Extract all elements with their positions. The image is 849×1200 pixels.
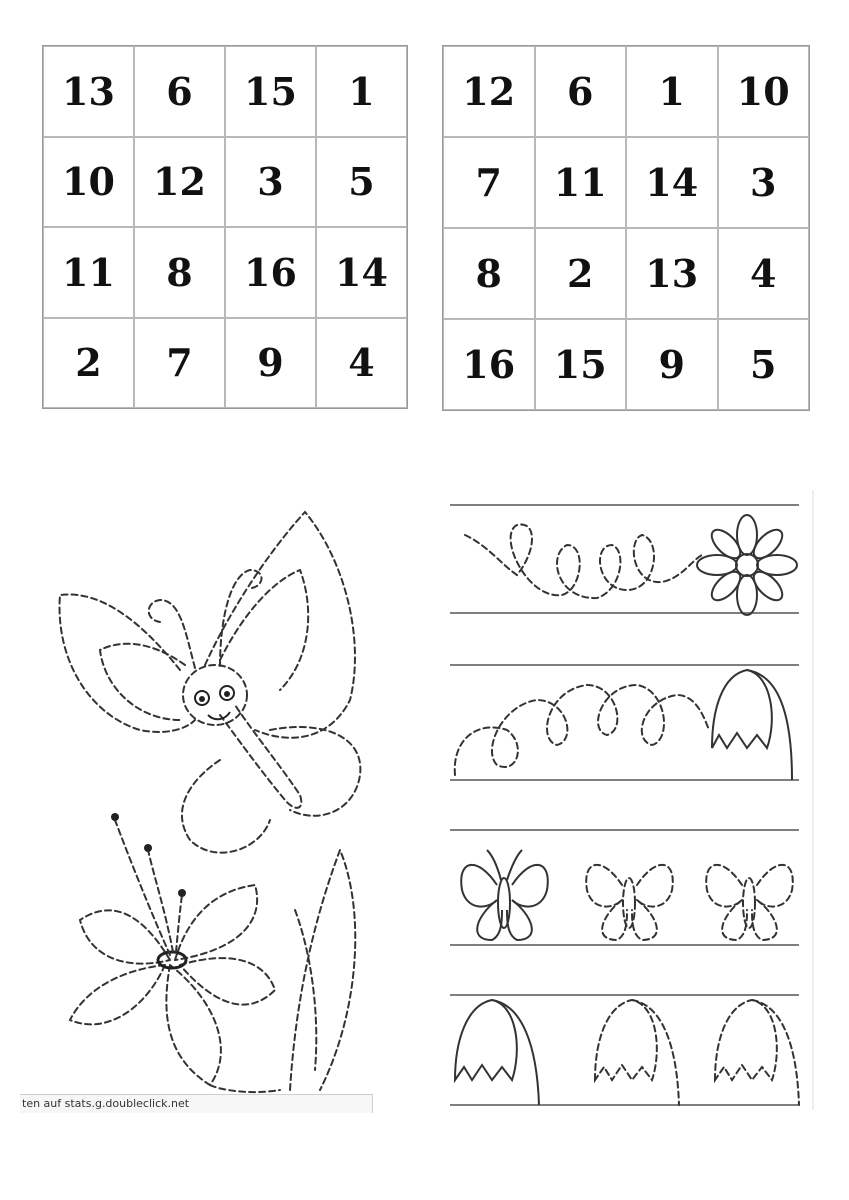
grid-cell: 4	[316, 318, 407, 409]
grid-cell: 3	[718, 137, 810, 228]
grid-cell: 11	[43, 227, 134, 318]
grid-cell: 14	[316, 227, 407, 318]
grid-cell: 16	[443, 319, 535, 410]
grid-cell: 2	[43, 318, 134, 409]
pattern-tracing-rows	[447, 490, 817, 1110]
butterfly-solid-icon	[461, 850, 548, 940]
grid-cell: 1	[316, 46, 407, 137]
butterfly-dashed-icon	[706, 865, 793, 940]
grid-cell: 11	[535, 137, 627, 228]
grid-cell: 3	[225, 137, 316, 228]
grid-cell: 15	[225, 46, 316, 137]
browser-status-caption: ten auf stats.g.doubleclick.net	[20, 1094, 373, 1113]
grid-cell: 6	[535, 46, 627, 137]
grid-cell: 8	[134, 227, 225, 318]
grid-cell: 7	[134, 318, 225, 409]
grid-cell: 5	[718, 319, 810, 410]
bell-flower-dashed-icon	[715, 1000, 799, 1105]
grid-cell: 9	[225, 318, 316, 409]
grid-cell: 2	[535, 228, 627, 319]
bell-flower-icon	[712, 670, 792, 780]
daisy-icon	[697, 515, 797, 615]
grid-cell: 7	[443, 137, 535, 228]
bell-flower-solid-icon	[455, 1000, 539, 1105]
grid-cell: 13	[43, 46, 134, 137]
number-grid-left	[42, 45, 408, 409]
grid-cell: 1	[626, 46, 718, 137]
grid-cell: 10	[43, 137, 134, 228]
grid-cell: 15	[535, 319, 627, 410]
grid-cell: 12	[134, 137, 225, 228]
butterfly-flower-tracing	[20, 490, 420, 1105]
grid-cell: 4	[718, 228, 810, 319]
grid-cell: 14	[626, 137, 718, 228]
grid-cell: 16	[225, 227, 316, 318]
grid-cell: 6	[134, 46, 225, 137]
grid-cell: 9	[626, 319, 718, 410]
butterfly-dashed-icon	[586, 865, 673, 940]
butterfly-and-flower-tracing-icon	[20, 490, 420, 1105]
grid-cell: 8	[443, 228, 535, 319]
pattern-tracing-rows-icon	[447, 490, 817, 1110]
grid-cell: 12	[443, 46, 535, 137]
grid-cell: 10	[718, 46, 810, 137]
grid-cell: 13	[626, 228, 718, 319]
grid-cell: 5	[316, 137, 407, 228]
number-grid-right	[442, 45, 810, 411]
bell-flower-dashed-icon	[595, 1000, 679, 1105]
